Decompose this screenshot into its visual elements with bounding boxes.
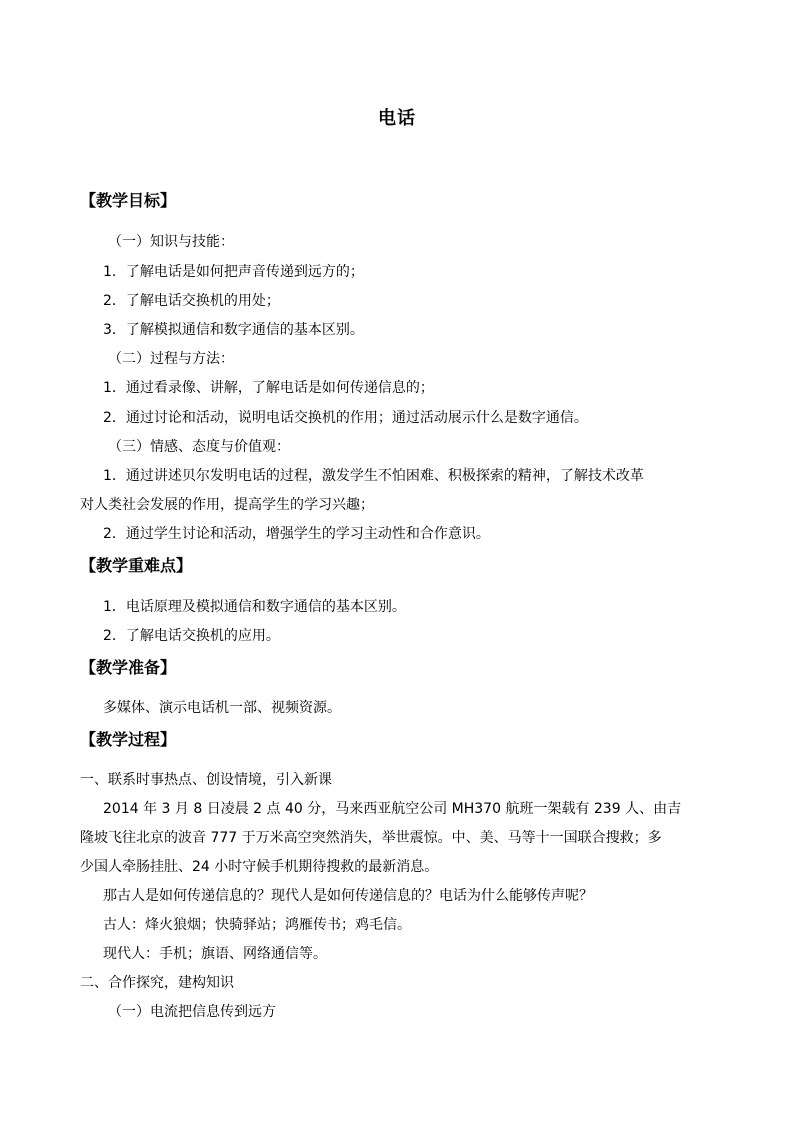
key-point-item-2: 2．了解电话交换机的应用。: [103, 628, 280, 644]
page-title: 电话: [378, 108, 416, 129]
key-points-heading: 【教学重难点】: [80, 556, 193, 575]
part-1-para-line-3: 少国人牵肠挂肚、24 小时守候手机期待搜救的最新消息。: [80, 859, 439, 875]
process-section-heading: 【教学过程】: [80, 730, 177, 749]
emotion-label: （三）情感、态度与价值观：: [108, 439, 290, 455]
emotion-item-2: 2．通过学生讨论和活动，增强学生的学习主动性和合作意识。: [103, 526, 490, 542]
part-1-ancient: 古人：烽火狼烟；快骑驿站；鸿雁传书；鸡毛信。: [103, 917, 411, 933]
part-2-title: 二、合作探究，建构知识: [80, 975, 234, 991]
key-point-item-1: 1．电话原理及模拟通信和数字通信的基本区别。: [103, 599, 406, 615]
knowledge-item-3: 3．了解模拟通信和数字通信的基本区别。: [103, 322, 364, 338]
part-2-sub-1: （一）电流把信息传到远方: [108, 1004, 276, 1020]
objectives-heading: 【教学目标】: [80, 191, 177, 210]
preparation-text: 多媒体、演示电话机一部、视频资源。: [103, 700, 341, 716]
part-1-para-line-2: 隆坡飞往北京的波音 777 于万米高空突然消失，举世震惊。中、美、马等十一国联合搜救；多: [80, 830, 662, 846]
knowledge-item-1: 1．了解电话是如何把声音传递到远方的；: [103, 264, 364, 280]
process-item-1: 1．通过看录像、讲解，了解电话是如何传递信息的；: [103, 380, 434, 396]
process-item-2: 2．通过讨论和活动，说明电话交换机的作用；通过活动展示什么是数字通信。: [103, 410, 588, 426]
part-1-title: 一、联系时事热点、创设情境，引入新课: [80, 772, 332, 788]
process-label: （二）过程与方法：: [108, 351, 234, 367]
knowledge-item-2: 2．了解电话交换机的用处；: [103, 293, 280, 309]
knowledge-label: （一）知识与技能：: [108, 234, 234, 250]
part-1-question: 那古人是如何传递信息的？现代人是如何传递信息的？电话为什么能够传声呢？: [103, 888, 593, 904]
emotion-item-1-line-1: 1．通过讲述贝尔发明电话的过程，激发学生不怕困难、积极探索的精神，了解技术改革: [103, 468, 644, 484]
emotion-item-1-line-2: 对人类社会发展的作用，提高学生的学习兴趣；: [80, 497, 374, 513]
preparation-heading: 【教学准备】: [80, 658, 177, 677]
part-1-para-line-1: 2014 年 3 月 8 日凌晨 2 点 40 分，马来西亚航空公司 MH370 航班一架载有 239 人、由吉: [103, 801, 682, 817]
part-1-modern: 现代人：手机；旗语、网络通信等。: [103, 946, 327, 962]
